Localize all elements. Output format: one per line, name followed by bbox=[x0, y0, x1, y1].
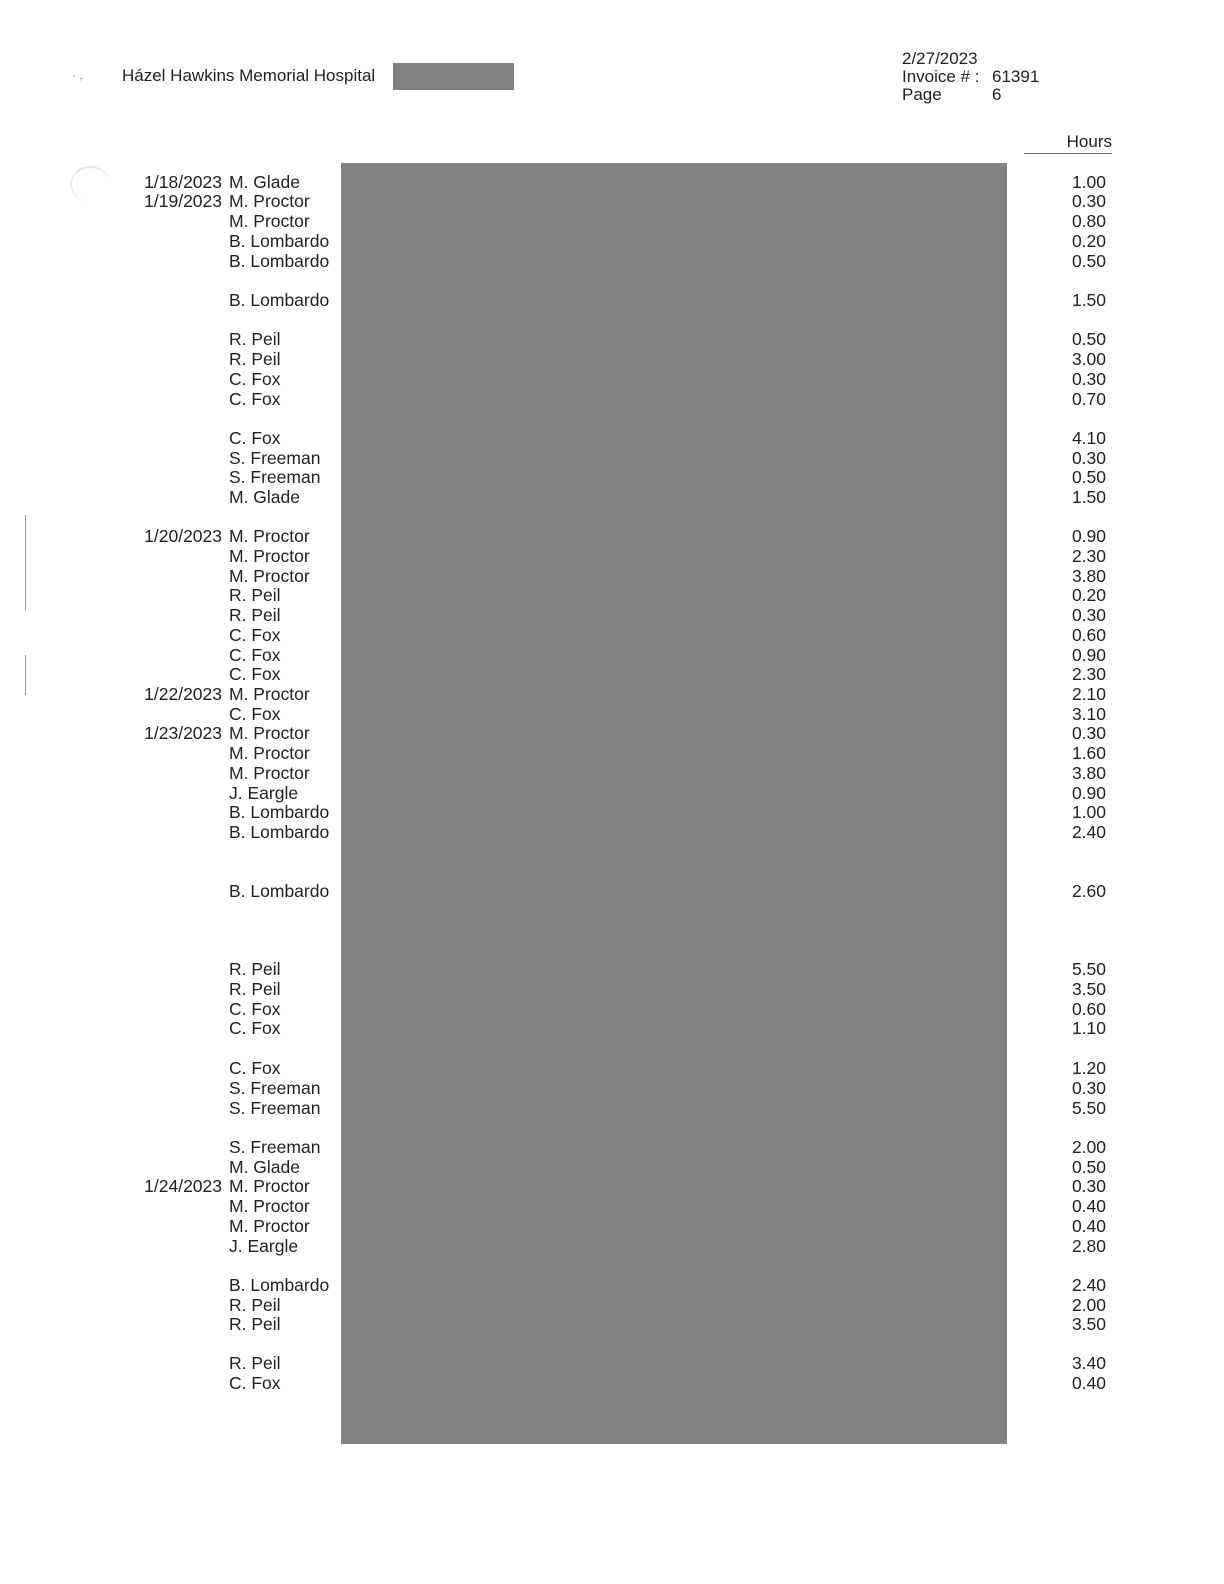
entry-timekeeper: C. Fox bbox=[229, 428, 281, 448]
time-entry-row bbox=[0, 1176, 1224, 1198]
invoice-number: 61391 bbox=[992, 67, 1040, 86]
time-entry-row bbox=[0, 231, 1224, 253]
entry-timekeeper: R. Peil bbox=[229, 1314, 281, 1334]
time-entry-row bbox=[0, 487, 1224, 509]
hospital-name: Házel Hawkins Memorial Hospital bbox=[122, 66, 376, 85]
entry-timekeeper: B. Lombardo bbox=[229, 881, 330, 901]
time-entry-row bbox=[0, 369, 1224, 391]
entry-hours: 3.80 bbox=[1071, 763, 1106, 783]
entry-hours: 2.00 bbox=[1071, 1295, 1106, 1315]
entry-hours: 1.50 bbox=[1071, 290, 1106, 310]
entry-hours: 0.30 bbox=[1071, 1176, 1106, 1196]
entry-timekeeper: R. Peil bbox=[229, 979, 281, 999]
time-entry-row bbox=[0, 822, 1224, 844]
entry-timekeeper: B. Lombardo bbox=[229, 822, 330, 842]
time-entry-row bbox=[0, 625, 1224, 647]
entry-date: 1/19/2023 bbox=[144, 191, 222, 211]
time-entry-row bbox=[0, 585, 1224, 607]
time-entry-row bbox=[0, 1058, 1224, 1080]
entry-timekeeper: M. Proctor bbox=[229, 723, 310, 743]
entry-timekeeper: R. Peil bbox=[229, 1295, 281, 1315]
entry-timekeeper: R. Peil bbox=[229, 585, 281, 605]
time-entry-row bbox=[0, 1018, 1224, 1040]
entry-timekeeper: C. Fox bbox=[229, 625, 281, 645]
entry-hours: 0.90 bbox=[1071, 783, 1106, 803]
entry-hours: 0.30 bbox=[1071, 605, 1106, 625]
entry-timekeeper: C. Fox bbox=[229, 389, 281, 409]
time-entry-row bbox=[0, 723, 1224, 745]
entry-hours: 1.00 bbox=[1071, 172, 1106, 192]
time-entry-row bbox=[0, 1314, 1224, 1336]
time-entry-row bbox=[0, 251, 1224, 273]
entry-hours: 0.50 bbox=[1071, 251, 1106, 271]
time-entry-row bbox=[0, 684, 1224, 706]
entry-timekeeper: M. Proctor bbox=[229, 191, 310, 211]
entry-date: 1/23/2023 bbox=[144, 723, 222, 743]
entry-hours: 0.60 bbox=[1071, 999, 1106, 1019]
page-number: 6 bbox=[992, 85, 1002, 104]
entry-hours: 2.60 bbox=[1071, 881, 1106, 901]
entry-hours: 3.40 bbox=[1071, 1353, 1106, 1373]
time-entry-row bbox=[0, 1216, 1224, 1238]
time-entry-row bbox=[0, 1373, 1224, 1395]
entry-timekeeper: B. Lombardo bbox=[229, 290, 330, 310]
time-entry-row bbox=[0, 1236, 1224, 1258]
time-entry-row bbox=[0, 605, 1224, 627]
time-entry-row bbox=[0, 329, 1224, 351]
entry-hours: 0.80 bbox=[1071, 211, 1106, 231]
time-entry-row bbox=[0, 979, 1224, 1001]
time-entry-row bbox=[0, 1078, 1224, 1100]
entry-hours: 0.20 bbox=[1071, 231, 1106, 251]
entry-timekeeper: R. Peil bbox=[229, 349, 281, 369]
entry-timekeeper: M. Proctor bbox=[229, 211, 310, 231]
entry-timekeeper: M. Glade bbox=[229, 172, 300, 192]
entry-date: 1/18/2023 bbox=[144, 172, 222, 192]
time-entry-row bbox=[0, 802, 1224, 824]
time-entry-row bbox=[0, 1353, 1224, 1375]
entry-timekeeper: S. Freeman bbox=[229, 1078, 321, 1098]
entry-timekeeper: M. Proctor bbox=[229, 684, 310, 704]
entry-hours: 0.50 bbox=[1071, 329, 1106, 349]
entry-timekeeper: S. Freeman bbox=[229, 467, 321, 487]
entry-hours: 1.20 bbox=[1071, 1058, 1106, 1078]
entry-date: 1/22/2023 bbox=[144, 684, 222, 704]
entry-timekeeper: C. Fox bbox=[229, 704, 281, 724]
time-entry-row bbox=[0, 743, 1224, 765]
entry-hours: 1.10 bbox=[1071, 1018, 1106, 1038]
time-entry-row bbox=[0, 526, 1224, 548]
entry-timekeeper: C. Fox bbox=[229, 369, 281, 389]
entry-timekeeper: M. Proctor bbox=[229, 526, 310, 546]
entry-timekeeper: M. Glade bbox=[229, 487, 300, 507]
invoice-date: 2/27/2023 bbox=[902, 49, 978, 68]
entry-timekeeper: C. Fox bbox=[229, 1373, 281, 1393]
entry-timekeeper: B. Lombardo bbox=[229, 231, 330, 251]
entry-date: 1/24/2023 bbox=[144, 1176, 222, 1196]
entry-hours: 3.50 bbox=[1071, 1314, 1106, 1334]
entry-timekeeper: C. Fox bbox=[229, 999, 281, 1019]
entry-hours: 3.80 bbox=[1071, 566, 1106, 586]
time-entry-row bbox=[0, 1196, 1224, 1218]
entry-hours: 0.50 bbox=[1071, 1157, 1106, 1177]
time-entry-row bbox=[0, 1275, 1224, 1297]
entry-hours: 0.30 bbox=[1071, 369, 1106, 389]
entry-hours: 0.30 bbox=[1071, 448, 1106, 468]
time-entry-row bbox=[0, 191, 1224, 213]
entry-hours: 0.40 bbox=[1071, 1196, 1106, 1216]
entry-hours: 3.00 bbox=[1071, 349, 1106, 369]
entry-hours: 0.30 bbox=[1071, 1078, 1106, 1098]
entry-timekeeper: S. Freeman bbox=[229, 1137, 321, 1157]
time-entry-row bbox=[0, 290, 1224, 312]
entry-hours: 2.80 bbox=[1071, 1236, 1106, 1256]
entry-timekeeper: R. Peil bbox=[229, 605, 281, 625]
entry-hours: 2.00 bbox=[1071, 1137, 1106, 1157]
entry-hours: 1.50 bbox=[1071, 487, 1106, 507]
entry-hours: 2.40 bbox=[1071, 822, 1106, 842]
time-entry-row bbox=[0, 959, 1224, 981]
invoice-number-label: Invoice # : bbox=[902, 67, 980, 86]
scan-mark: · , bbox=[72, 68, 83, 82]
entry-hours: 2.30 bbox=[1071, 664, 1106, 684]
entry-timekeeper: M. Proctor bbox=[229, 1216, 310, 1236]
time-entry-row bbox=[0, 349, 1224, 371]
entry-date: 1/20/2023 bbox=[144, 526, 222, 546]
entry-timekeeper: S. Freeman bbox=[229, 1098, 321, 1118]
time-entry-row bbox=[0, 467, 1224, 489]
entry-hours: 2.30 bbox=[1071, 546, 1106, 566]
time-entry-row bbox=[0, 881, 1224, 903]
entry-hours: 0.70 bbox=[1071, 389, 1106, 409]
time-entry-row bbox=[0, 1098, 1224, 1120]
entry-hours: 3.50 bbox=[1071, 979, 1106, 999]
entry-hours: 0.40 bbox=[1071, 1373, 1106, 1393]
time-entry-row bbox=[0, 428, 1224, 450]
entry-timekeeper: M. Proctor bbox=[229, 1176, 310, 1196]
entry-timekeeper: B. Lombardo bbox=[229, 251, 330, 271]
entry-hours: 0.40 bbox=[1071, 1216, 1106, 1236]
entry-hours: 0.30 bbox=[1071, 723, 1106, 743]
time-entry-row bbox=[0, 1137, 1224, 1159]
entry-timekeeper: C. Fox bbox=[229, 1058, 281, 1078]
entry-hours: 0.30 bbox=[1071, 191, 1106, 211]
entry-hours: 2.10 bbox=[1071, 684, 1106, 704]
time-entry-row bbox=[0, 664, 1224, 686]
entry-hours: 4.10 bbox=[1071, 428, 1106, 448]
entry-timekeeper: C. Fox bbox=[229, 645, 281, 665]
time-entry-row bbox=[0, 546, 1224, 568]
entry-hours: 0.90 bbox=[1071, 526, 1106, 546]
entry-timekeeper: R. Peil bbox=[229, 1353, 281, 1373]
entry-timekeeper: S. Freeman bbox=[229, 448, 321, 468]
entry-timekeeper: B. Lombardo bbox=[229, 1275, 330, 1295]
entry-timekeeper: R. Peil bbox=[229, 329, 281, 349]
entry-timekeeper: M. Proctor bbox=[229, 566, 310, 586]
entry-timekeeper: M. Glade bbox=[229, 1157, 300, 1177]
entry-timekeeper: M. Proctor bbox=[229, 1196, 310, 1216]
entry-hours: 0.50 bbox=[1071, 467, 1106, 487]
entry-hours: 0.90 bbox=[1071, 645, 1106, 665]
entry-timekeeper: J. Eargle bbox=[229, 783, 299, 803]
time-entry-row bbox=[0, 763, 1224, 785]
entry-timekeeper: C. Fox bbox=[229, 1018, 281, 1038]
entry-hours: 1.60 bbox=[1071, 743, 1106, 763]
entry-hours: 5.50 bbox=[1071, 1098, 1106, 1118]
entry-hours: 0.60 bbox=[1071, 625, 1106, 645]
entry-timekeeper: M. Proctor bbox=[229, 763, 310, 783]
time-entry-row bbox=[0, 211, 1224, 233]
entry-timekeeper: J. Eargle bbox=[229, 1236, 299, 1256]
entry-hours: 3.10 bbox=[1071, 704, 1106, 724]
entry-hours: 2.40 bbox=[1071, 1275, 1106, 1295]
entry-hours: 5.50 bbox=[1071, 959, 1106, 979]
page-label: Page bbox=[902, 85, 942, 104]
entry-timekeeper: M. Proctor bbox=[229, 743, 310, 763]
time-entry-row bbox=[0, 389, 1224, 411]
hours-column-header: Hours bbox=[1066, 132, 1112, 151]
entry-timekeeper: B. Lombardo bbox=[229, 802, 330, 822]
entry-hours: 0.20 bbox=[1071, 585, 1106, 605]
entry-hours: 1.00 bbox=[1071, 802, 1106, 822]
entry-timekeeper: C. Fox bbox=[229, 664, 281, 684]
entry-timekeeper: M. Proctor bbox=[229, 546, 310, 566]
entry-timekeeper: R. Peil bbox=[229, 959, 281, 979]
